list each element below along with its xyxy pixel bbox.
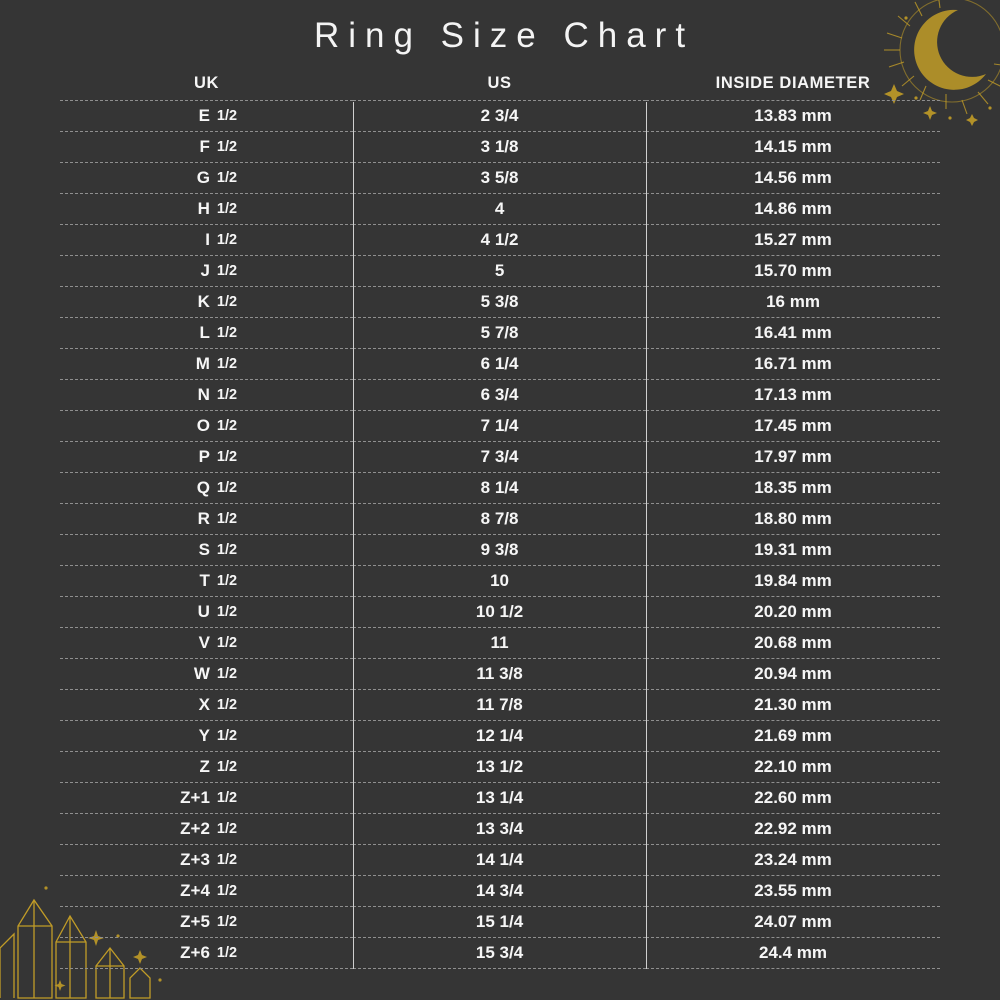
table-row [60, 814, 940, 845]
uk-size-letter: I [205, 230, 210, 249]
uk-size-letter: T [199, 571, 210, 590]
table-row [60, 876, 940, 907]
uk-size-fraction: 1/2 [216, 635, 238, 651]
cell-inside-diameter: 15.27 mm [646, 225, 940, 256]
table-row [60, 907, 940, 938]
table-row [60, 163, 940, 194]
cell-us-size: 3 5/8 [353, 163, 646, 194]
uk-size-letter: L [199, 323, 210, 342]
uk-size-fraction: 1/2 [216, 480, 238, 496]
table-row [60, 194, 940, 225]
uk-size-fraction: 1/2 [216, 418, 238, 434]
table-row [60, 287, 940, 318]
table-row [60, 132, 940, 163]
uk-size-letter: G [196, 168, 210, 187]
uk-size-fraction: 1/2 [216, 232, 238, 248]
cell-us-size: 14 1/4 [353, 845, 646, 876]
uk-size-letter: H [197, 199, 210, 218]
cell-us-size: 10 1/2 [353, 597, 646, 628]
uk-size-fraction: 1/2 [216, 573, 238, 589]
cell-us-size: 5 [353, 256, 646, 287]
cell-us-size: 4 [353, 194, 646, 225]
cell-inside-diameter: 13.83 mm [646, 101, 940, 132]
cell-uk-size [60, 721, 353, 752]
table-row [60, 566, 940, 597]
table-row [60, 845, 940, 876]
cell-us-size: 6 3/4 [353, 380, 646, 411]
cell-us-size: 10 [353, 566, 646, 597]
cell-uk-size [60, 287, 353, 318]
table-row [60, 318, 940, 349]
cell-inside-diameter: 19.31 mm [646, 535, 940, 566]
uk-size-fraction: 1/2 [216, 325, 238, 341]
uk-size-letter: R [197, 509, 210, 528]
uk-size-fraction: 1/2 [216, 294, 238, 310]
column-header-inside-diameter: INSIDE DIAMETER [715, 74, 871, 92]
cell-us-size: 13 1/4 [353, 783, 646, 814]
uk-size-letter: S [198, 540, 210, 559]
uk-size-letter: W [193, 664, 210, 683]
cell-us-size: 5 3/8 [353, 287, 646, 318]
column-header-us: US [487, 74, 512, 92]
ring-size-table-wrapper [60, 72, 940, 969]
cell-us-size: 15 3/4 [353, 938, 646, 969]
cell-uk-size [60, 938, 353, 969]
uk-size-fraction: 1/2 [216, 852, 238, 868]
uk-size-fraction: 1/2 [216, 263, 238, 279]
uk-size-letter: N [197, 385, 210, 404]
cell-us-size: 2 3/4 [353, 101, 646, 132]
table-row [60, 411, 940, 442]
cell-inside-diameter: 21.30 mm [646, 690, 940, 721]
uk-size-letter: F [199, 137, 210, 156]
cell-us-size: 9 3/8 [353, 535, 646, 566]
cell-uk-size [60, 814, 353, 845]
uk-size-fraction: 1/2 [216, 139, 238, 155]
cell-uk-size [60, 256, 353, 287]
uk-size-fraction: 1/2 [216, 511, 238, 527]
uk-size-letter: J [200, 261, 210, 280]
cell-uk-size [60, 380, 353, 411]
cell-uk-size [60, 752, 353, 783]
ring-size-table [60, 72, 940, 969]
cell-uk-size [60, 442, 353, 473]
cell-inside-diameter: 18.80 mm [646, 504, 940, 535]
cell-inside-diameter: 17.45 mm [646, 411, 940, 442]
cell-inside-diameter: 16 mm [646, 287, 940, 318]
cell-inside-diameter: 24.4 mm [646, 938, 940, 969]
cell-us-size: 14 3/4 [353, 876, 646, 907]
table-row [60, 659, 940, 690]
uk-size-letter: K [197, 292, 210, 311]
cell-uk-size [60, 101, 353, 132]
uk-size-letter: Z+2 [180, 819, 210, 838]
table-row [60, 721, 940, 752]
table-row [60, 938, 940, 969]
cell-us-size: 4 1/2 [353, 225, 646, 256]
cell-inside-diameter: 22.60 mm [646, 783, 940, 814]
cell-inside-diameter: 14.15 mm [646, 132, 940, 163]
cell-inside-diameter: 17.97 mm [646, 442, 940, 473]
cell-inside-diameter: 18.35 mm [646, 473, 940, 504]
uk-size-letter: U [197, 602, 210, 621]
cell-inside-diameter: 22.10 mm [646, 752, 940, 783]
cell-us-size: 7 1/4 [353, 411, 646, 442]
table-row [60, 256, 940, 287]
cell-uk-size [60, 504, 353, 535]
uk-size-fraction: 1/2 [216, 728, 238, 744]
table-row [60, 225, 940, 256]
uk-size-letter: Z [199, 757, 210, 776]
uk-size-fraction: 1/2 [216, 449, 238, 465]
cell-us-size: 12 1/4 [353, 721, 646, 752]
cell-inside-diameter: 14.86 mm [646, 194, 940, 225]
page-title: Ring Size Chart [313, 16, 695, 55]
cell-uk-size [60, 597, 353, 628]
cell-us-size: 6 1/4 [353, 349, 646, 380]
cell-uk-size [60, 473, 353, 504]
cell-us-size: 7 3/4 [353, 442, 646, 473]
cell-inside-diameter: 16.41 mm [646, 318, 940, 349]
cell-us-size: 13 3/4 [353, 814, 646, 845]
table-header-row [60, 72, 940, 101]
uk-size-fraction: 1/2 [216, 945, 238, 961]
uk-size-letter: M [195, 354, 210, 373]
uk-size-fraction: 1/2 [216, 914, 238, 930]
uk-size-letter: Z+4 [180, 881, 210, 900]
uk-size-fraction: 1/2 [216, 542, 238, 558]
cell-us-size: 13 1/2 [353, 752, 646, 783]
cell-uk-size [60, 690, 353, 721]
uk-size-letter: Z+1 [180, 788, 210, 807]
table-row [60, 628, 940, 659]
uk-size-letter: O [196, 416, 210, 435]
uk-size-letter: X [198, 695, 210, 714]
cell-uk-size [60, 318, 353, 349]
uk-size-letter: P [198, 447, 210, 466]
column-header-uk: UK [193, 74, 220, 92]
uk-size-fraction: 1/2 [216, 666, 238, 682]
cell-uk-size [60, 783, 353, 814]
uk-size-letter: Z+3 [180, 850, 210, 869]
cell-us-size: 3 1/8 [353, 132, 646, 163]
cell-inside-diameter: 23.55 mm [646, 876, 940, 907]
cell-uk-size [60, 845, 353, 876]
cell-uk-size [60, 132, 353, 163]
cell-uk-size [60, 535, 353, 566]
cell-uk-size [60, 194, 353, 225]
cell-inside-diameter: 20.94 mm [646, 659, 940, 690]
cell-us-size: 8 1/4 [353, 473, 646, 504]
uk-size-letter: Q [196, 478, 210, 497]
table-row [60, 349, 940, 380]
uk-size-letter: Y [198, 726, 210, 745]
cell-inside-diameter: 15.70 mm [646, 256, 940, 287]
uk-size-letter: Z+6 [180, 943, 210, 962]
table-row [60, 504, 940, 535]
cell-uk-size [60, 163, 353, 194]
cell-us-size: 11 7/8 [353, 690, 646, 721]
cell-uk-size [60, 907, 353, 938]
uk-size-fraction: 1/2 [216, 108, 238, 124]
cell-inside-diameter: 23.24 mm [646, 845, 940, 876]
cell-inside-diameter: 17.13 mm [646, 380, 940, 411]
cell-inside-diameter: 14.56 mm [646, 163, 940, 194]
table-row [60, 380, 940, 411]
uk-size-letter: V [198, 633, 210, 652]
cell-inside-diameter: 24.07 mm [646, 907, 940, 938]
table-row [60, 752, 940, 783]
cell-uk-size [60, 566, 353, 597]
cell-uk-size [60, 659, 353, 690]
uk-size-fraction: 1/2 [216, 759, 238, 775]
cell-us-size: 5 7/8 [353, 318, 646, 349]
table-row [60, 783, 940, 814]
cell-uk-size [60, 876, 353, 907]
uk-size-fraction: 1/2 [216, 697, 238, 713]
table-row [60, 597, 940, 628]
uk-size-fraction: 1/2 [216, 604, 238, 620]
uk-size-fraction: 1/2 [216, 201, 238, 217]
cell-inside-diameter: 22.92 mm [646, 814, 940, 845]
uk-size-fraction: 1/2 [216, 883, 238, 899]
uk-size-fraction: 1/2 [216, 821, 238, 837]
uk-size-fraction: 1/2 [216, 356, 238, 372]
cell-uk-size [60, 411, 353, 442]
uk-size-letter: E [198, 106, 210, 125]
cell-inside-diameter: 16.71 mm [646, 349, 940, 380]
cell-uk-size [60, 628, 353, 659]
table-row [60, 473, 940, 504]
cell-us-size: 11 [353, 628, 646, 659]
cell-us-size: 11 3/8 [353, 659, 646, 690]
table-row [60, 690, 940, 721]
cell-inside-diameter: 20.20 mm [646, 597, 940, 628]
uk-size-letter: Z+5 [180, 912, 210, 931]
uk-size-fraction: 1/2 [216, 387, 238, 403]
uk-size-fraction: 1/2 [216, 170, 238, 186]
cell-uk-size [60, 349, 353, 380]
cell-inside-diameter: 20.68 mm [646, 628, 940, 659]
cell-uk-size [60, 225, 353, 256]
table-row [60, 442, 940, 473]
cell-inside-diameter: 19.84 mm [646, 566, 940, 597]
table-row [60, 101, 940, 132]
cell-us-size: 15 1/4 [353, 907, 646, 938]
cell-us-size: 8 7/8 [353, 504, 646, 535]
cell-inside-diameter: 21.69 mm [646, 721, 940, 752]
uk-size-fraction: 1/2 [216, 790, 238, 806]
table-row [60, 535, 940, 566]
